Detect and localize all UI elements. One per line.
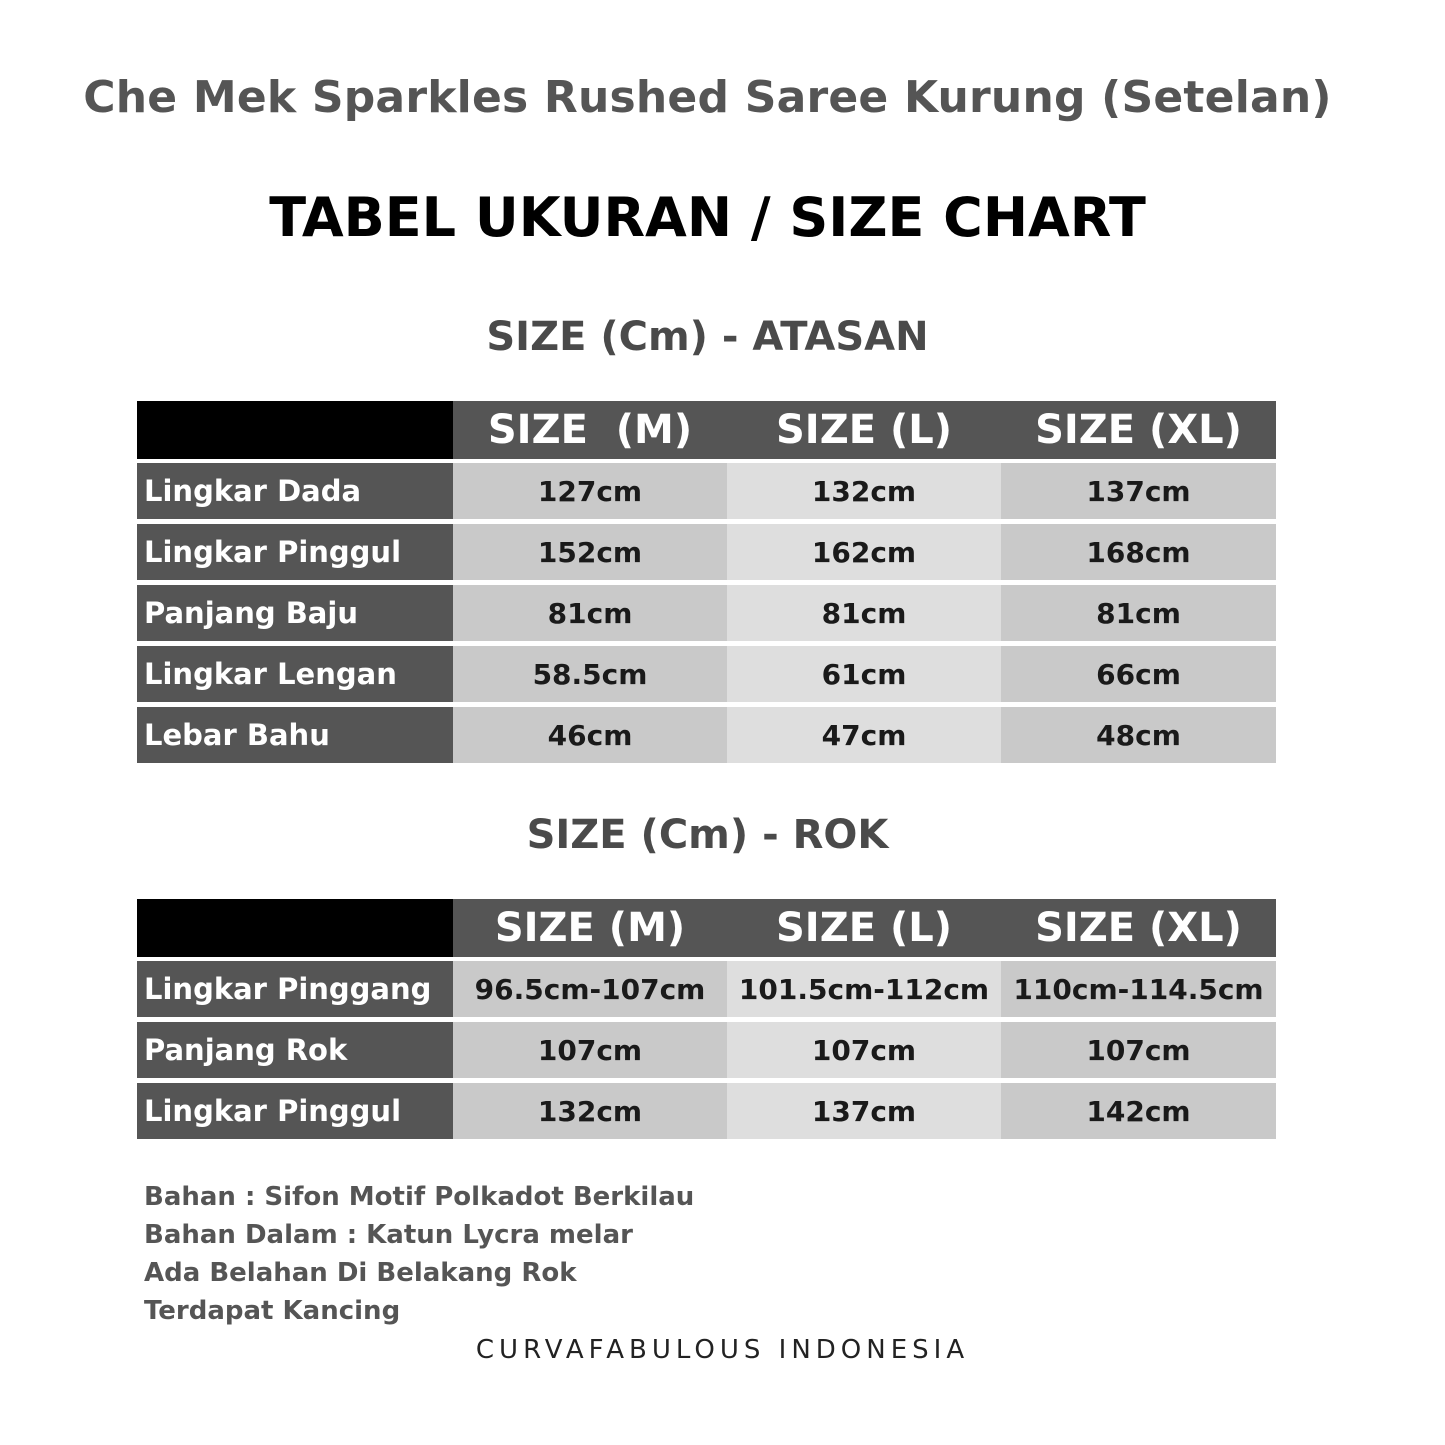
header-corner [137,899,453,959]
product-title: Che Mek Sparkles Rushed Saree Kurung (Setelan) [83,72,1332,123]
header-size-m: SIZE (M) [453,899,727,959]
row-label: Lingkar Pinggul [137,522,453,583]
brand-name: CURVAFABULOUS INDONESIA [475,1335,970,1365]
size-chart-title: TABEL UKURAN / SIZE CHART [269,186,1146,249]
table-header-row [137,401,1276,461]
atasan-size-table [137,401,1276,763]
cell-size-xl: 48cm [1001,705,1276,764]
cell-size-m: 107cm [453,1020,727,1081]
cell-size-l: 101.5cm-112cm [727,959,1001,1020]
cell-size-l: 47cm [727,705,1001,764]
cell-size-m: 132cm [453,1081,727,1140]
header-corner [137,401,453,461]
note-buttons: Terdapat Kancing [144,1296,401,1326]
rok-section-title: SIZE (Cm) - ROK [526,812,889,858]
row-label: Lingkar Lengan [137,644,453,705]
cell-size-l: 107cm [727,1020,1001,1081]
note-lining: Bahan Dalam : Katun Lycra melar [144,1220,633,1250]
cell-size-m: 46cm [453,705,727,764]
table-header-row [137,899,1276,959]
table-row [137,461,1276,522]
cell-size-l: 162cm [727,522,1001,583]
header-size-m: SIZE (M) [453,401,727,461]
cell-size-l: 81cm [727,583,1001,644]
cell-size-xl: 66cm [1001,644,1276,705]
table-row [137,583,1276,644]
row-label: Lingkar Pinggang [137,959,453,1020]
table-row [137,522,1276,583]
cell-size-xl: 168cm [1001,522,1276,583]
cell-size-xl: 142cm [1001,1081,1276,1140]
header-size-l: SIZE (L) [727,401,1001,461]
atasan-section-title: SIZE (Cm) - ATASAN [486,314,929,360]
cell-size-xl: 107cm [1001,1020,1276,1081]
cell-size-xl: 81cm [1001,583,1276,644]
table-row [137,644,1276,705]
cell-size-xl: 110cm-114.5cm [1001,959,1276,1020]
header-size-l: SIZE (L) [727,899,1001,959]
row-label: Lingkar Pinggul [137,1081,453,1140]
cell-size-m: 96.5cm-107cm [453,959,727,1020]
table-row [137,959,1276,1020]
row-label: Lingkar Dada [137,461,453,522]
table-row [137,705,1276,764]
table-row [137,1020,1276,1081]
row-label: Lebar Bahu [137,705,453,764]
note-slit: Ada Belahan Di Belakang Rok [144,1258,577,1288]
header-size-xl: SIZE (XL) [1001,401,1276,461]
header-size-xl: SIZE (XL) [1001,899,1276,959]
cell-size-xl: 137cm [1001,461,1276,522]
cell-size-l: 137cm [727,1081,1001,1140]
cell-size-l: 132cm [727,461,1001,522]
cell-size-m: 58.5cm [453,644,727,705]
cell-size-m: 152cm [453,522,727,583]
cell-size-m: 127cm [453,461,727,522]
product-notes [144,1178,694,1330]
note-material: Bahan : Sifon Motif Polkadot Berkilau [144,1182,695,1212]
row-label: Panjang Rok [137,1020,453,1081]
cell-size-l: 61cm [727,644,1001,705]
rok-size-table [137,899,1276,1139]
cell-size-m: 81cm [453,583,727,644]
table-row [137,1081,1276,1140]
row-label: Panjang Baju [137,583,453,644]
